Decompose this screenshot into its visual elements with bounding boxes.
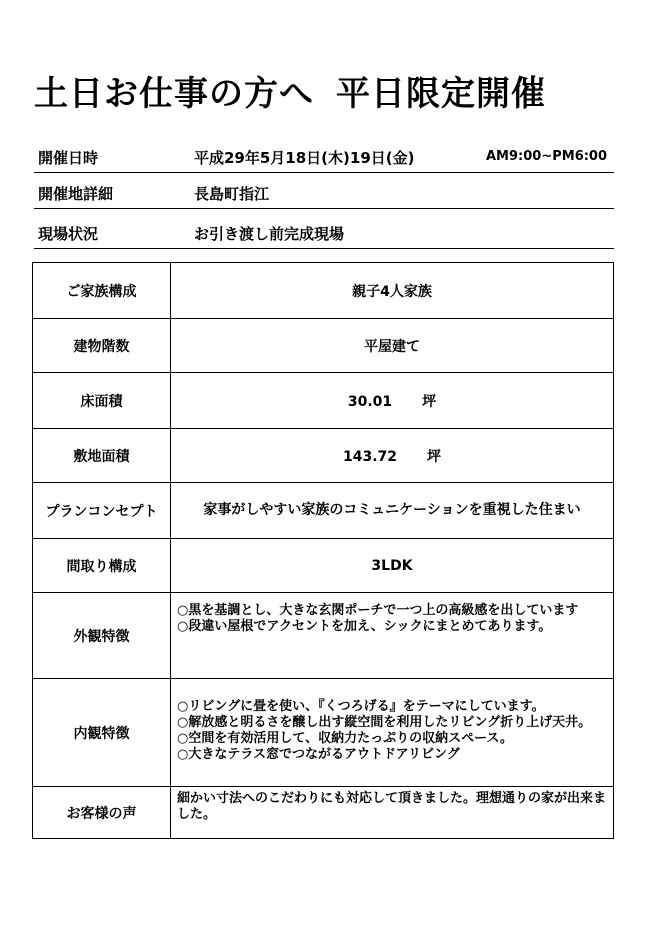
place-value: 長島町指江 — [194, 185, 270, 203]
concept-label: プランコンセプト — [33, 483, 171, 539]
interior-item: ○空間を有効活用して、収納力たっぷりの収納スペース。 — [177, 731, 513, 746]
family-value: 親子4人家族 — [171, 263, 614, 319]
floors-label: 建物階数 — [33, 319, 171, 373]
layout-label: 間取り構成 — [33, 539, 171, 593]
site-area-value: 143.72 — [342, 448, 398, 465]
exterior-label: 外観特徴 — [33, 593, 171, 679]
table-row-floor-area — [33, 373, 614, 429]
interior-item: ○大きなテラス窓でつながるアウトドアリビング — [177, 747, 460, 762]
table-row-family — [33, 263, 614, 319]
status-row — [34, 214, 614, 249]
status-label: 現場状況 — [38, 225, 99, 243]
concept-value: 家事がしやすい家族のコミュニケーションを重視した住まい — [171, 483, 614, 539]
interior-items — [171, 679, 614, 787]
time-value: AM9:00~PM6:00 — [486, 149, 608, 164]
voice-value: 細かい寸法へのこだわりにも対応して頂きました。理想通りの家が出来ました。 — [171, 787, 614, 839]
table-row-layout — [33, 539, 614, 593]
date-label: 開催日時 — [38, 149, 99, 167]
table-row-floors — [33, 319, 614, 373]
site-area-unit: 坪 — [427, 448, 442, 465]
floor-area-value: 30.01 — [347, 393, 393, 410]
floor-area-unit: 坪 — [422, 393, 437, 410]
layout-value: 3LDK — [171, 539, 614, 593]
date-value: 平成29年5月18日(木)19日(金) — [194, 149, 415, 167]
interior-label: 内観特徴 — [33, 679, 171, 787]
exterior-items — [171, 593, 614, 679]
floor-area-label: 床面積 — [33, 373, 171, 429]
site-area-cell — [171, 429, 614, 483]
interior-item: ○リビングに畳を使い、『くつろげる』をテーマにしています。 — [177, 699, 545, 714]
interior-item: ○解放感と明るさを醸し出す縦空間を利用したリビング折り上げ天井。 — [177, 715, 592, 730]
exterior-item: ○段違い屋根でアクセントを加え、シックにまとめてあります。 — [177, 619, 552, 634]
title-part-2: 平日限定開催 — [336, 74, 546, 114]
place-row — [34, 174, 614, 209]
floor-area-cell — [171, 373, 614, 429]
status-value: お引き渡し前完成現場 — [194, 225, 345, 243]
table-row-voice — [33, 787, 614, 839]
site-area-label: 敷地面積 — [33, 429, 171, 483]
place-label: 開催地詳細 — [38, 185, 114, 203]
title-part-1: 土日お仕事の方へ — [34, 74, 314, 114]
table-row-site-area — [33, 429, 614, 483]
spec-table — [32, 262, 614, 839]
table-row-concept — [33, 483, 614, 539]
table-row-exterior — [33, 593, 614, 679]
voice-label: お客様の声 — [33, 787, 171, 839]
date-row — [34, 138, 614, 173]
family-label: ご家族構成 — [33, 263, 171, 319]
exterior-item: ○黒を基調とし、大きな玄関ポーチで一つ上の高級感を出しています — [177, 603, 579, 618]
page-title — [34, 66, 654, 115]
table-row-interior — [33, 679, 614, 787]
floors-value: 平屋建て — [171, 319, 614, 373]
